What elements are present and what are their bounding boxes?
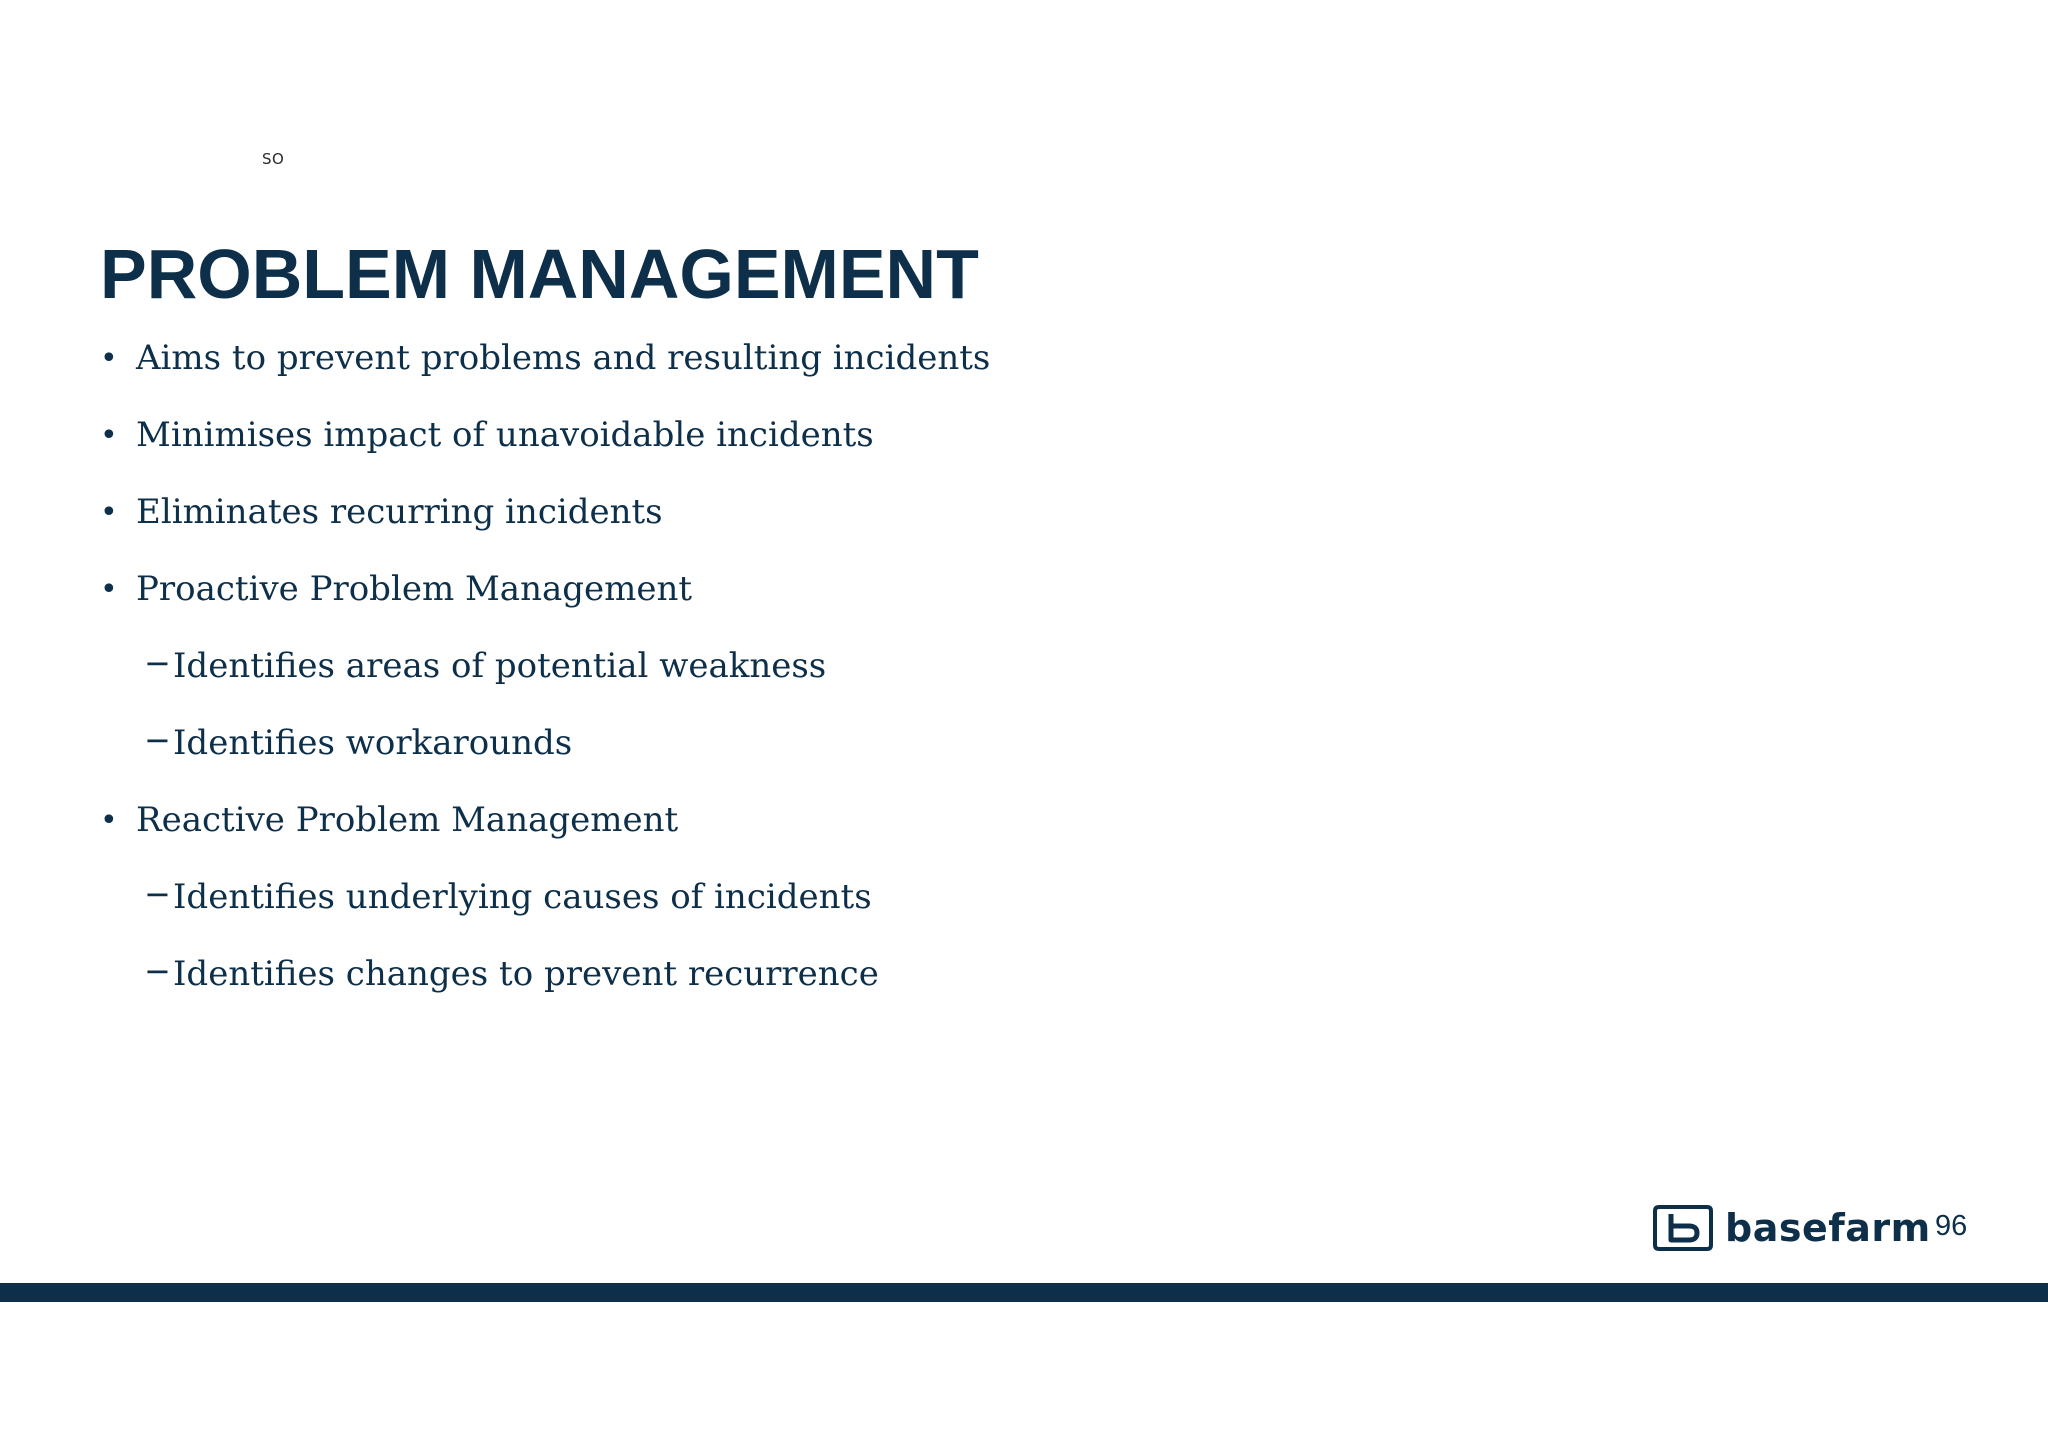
- dash-marker: −: [144, 952, 171, 990]
- section-tag: SO: [262, 150, 285, 168]
- page-number: 96: [1935, 1210, 1968, 1242]
- sub-bullet-item: [100, 628, 990, 705]
- bullet-text: Aims to prevent problems and resulting incidents: [136, 338, 991, 378]
- dash-marker: −: [144, 644, 171, 682]
- sub-bullet-text: Identifies changes to prevent recurrence: [173, 954, 879, 994]
- sub-bullet-item: [100, 936, 990, 1013]
- bullet-text: Eliminates recurring incidents: [136, 492, 663, 532]
- bullet-item: [100, 474, 990, 551]
- sub-bullet-item: [100, 859, 990, 936]
- bullet-item: [100, 320, 990, 397]
- dash-marker: −: [144, 875, 171, 913]
- bullet-list: [100, 320, 990, 1013]
- sub-bullet-item: [100, 705, 990, 782]
- dash-marker: −: [144, 721, 171, 759]
- bullet-marker: •: [100, 803, 118, 838]
- basefarm-logo-icon: [1653, 1203, 1713, 1253]
- bullet-item: [100, 782, 990, 859]
- sub-bullet-text: Identifies underlying causes of incidents: [173, 877, 872, 917]
- bullet-marker: •: [100, 572, 118, 607]
- bullet-marker: •: [100, 495, 118, 530]
- slide-title: PROBLEM MANAGEMENT: [100, 235, 979, 313]
- basefarm-logo: [1653, 1200, 1931, 1256]
- bullet-text: Reactive Problem Management: [136, 800, 679, 840]
- bullet-text: Minimises impact of unavoidable incidents: [136, 415, 874, 455]
- bullet-item: [100, 397, 990, 474]
- footer-bar: [0, 1283, 2048, 1302]
- bullet-text: Proactive Problem Management: [136, 569, 693, 609]
- bullet-marker: •: [100, 418, 118, 453]
- bullet-item: [100, 551, 990, 628]
- sub-bullet-text: Identifies areas of potential weakness: [173, 646, 827, 686]
- bullet-marker: •: [100, 341, 118, 376]
- logo-text: basefarm: [1725, 1206, 1931, 1250]
- sub-bullet-text: Identifies workarounds: [173, 723, 573, 763]
